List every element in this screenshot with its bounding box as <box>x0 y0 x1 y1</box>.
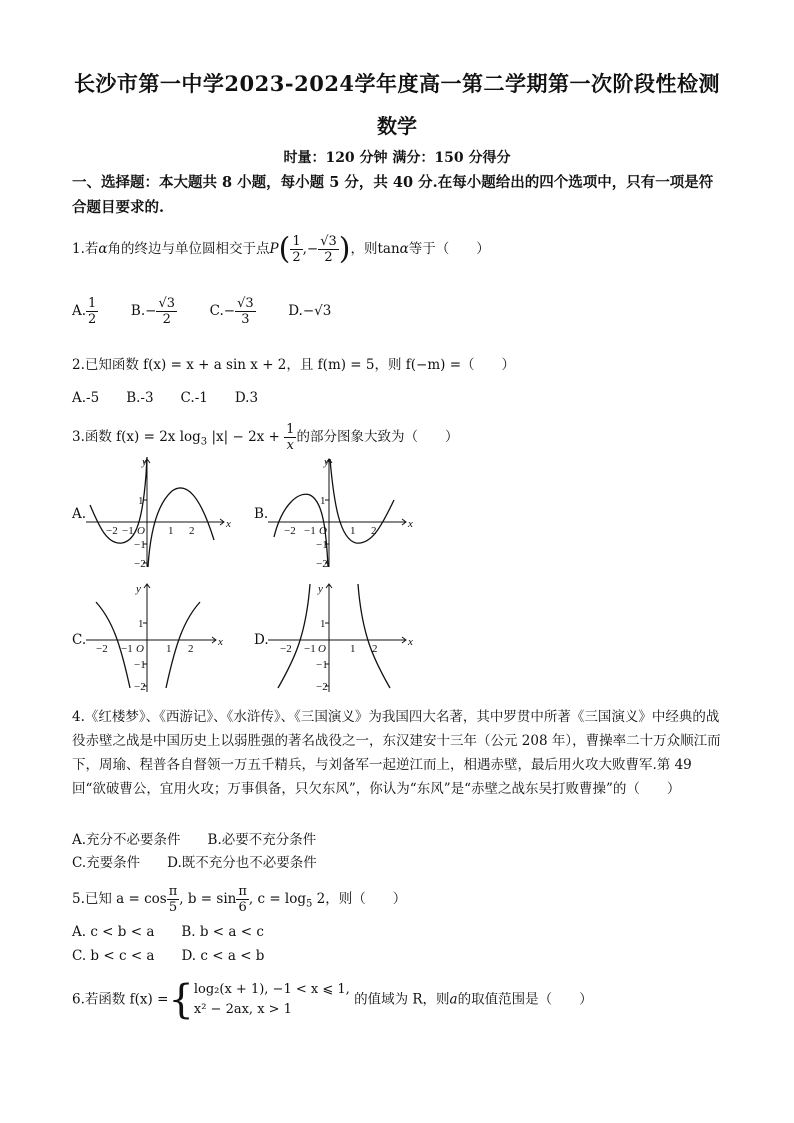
graph-c <box>86 580 236 695</box>
graph-b-x-label: x <box>408 518 413 530</box>
graph-b-origin: O <box>319 525 327 537</box>
time-info: 时量：120 分钟 满分：150 分得分 <box>283 150 511 166</box>
piecewise-case-1: log₂(x + 1), −1 < x ⩽ 1, <box>193 982 350 997</box>
graph-a-curve-right <box>148 488 214 567</box>
question-5-options-1: A. c < b < a B. b < a < c <box>72 924 264 940</box>
graph-c-label: C. <box>72 632 87 648</box>
graph-a-label: A. <box>72 506 87 522</box>
graph-d-tick: −1 <box>304 643 316 655</box>
graph-b-y-label: y <box>324 456 329 468</box>
graph-a-origin: O <box>137 525 145 537</box>
graph-a-x-label: x <box>226 518 231 530</box>
graph-a-ytick: −1 <box>134 539 146 551</box>
graph-b-ytick: 1 <box>320 495 326 507</box>
question-3: 3.函数 f(x) = 2x $\log_3 |x| - 2x$ + $\frac{1}{x}$ 的部分图象大致为（ ） <box>72 422 459 453</box>
graph-d-y-label: y <box>318 583 323 595</box>
graph-d-curve-left <box>278 584 310 688</box>
graph-b <box>268 455 418 570</box>
graph-a-y-label: y <box>142 456 147 468</box>
graph-b-ytick: −1 <box>316 539 328 551</box>
graph-b-ytick: −2 <box>316 558 328 570</box>
graph-c-y-label: y <box>136 583 141 595</box>
graph-a-tick: 1 <box>168 525 174 537</box>
question-2: 2.已知函数 f(x) = x + a sin x + 2，且 f(m) = 5，则 f(−m) =（ ） <box>72 357 516 373</box>
graph-b-tick: 1 <box>350 525 356 537</box>
question-4-options-2: C.充要条件 D.既不充分也不必要条件 <box>72 855 317 871</box>
graph-d-axes <box>268 584 406 692</box>
question-6: 6.若函数 f(x) ={ log₂(x + 1), −1 < x ⩽ 1, x² − 2ax, x > 1 的值域为 R，则a的取值范围是（ ） <box>72 977 593 1023</box>
graph-d-curve-right <box>358 584 390 688</box>
graph-c-tick: 1 <box>166 643 172 655</box>
graph-c-axes <box>86 584 216 692</box>
graph-b-tick: 2 <box>371 525 377 537</box>
graph-d-origin: O <box>318 643 326 655</box>
graph-c-ytick: −2 <box>134 681 146 693</box>
piecewise-case-2: x² − 2ax, x > 1 <box>193 1002 292 1017</box>
question-4-options-1: A.充分不必要条件 B.必要不充分条件 <box>72 832 317 848</box>
graph-c-tick: 2 <box>188 643 194 655</box>
question-2-options: A.-5 B.-3 C.-1 D.3 <box>72 390 259 406</box>
question-1: 1.若α角的终边与单位圆相交于点P( $\frac{1}{2}$ ,− $\frac{√3}{2}$ )，则tanα等于（ ） <box>72 231 490 267</box>
graph-c-tick: −2 <box>96 643 108 655</box>
graph-b-tick: −2 <box>284 525 296 537</box>
graph-b-curve-right <box>330 459 394 543</box>
graph-d-ytick: −2 <box>316 681 328 693</box>
question-5: 5.已知 a = cos $\frac{\pi}{5}$ , b = sin $\frac{\pi}{6}$ , $c = \log_5 2$，则（ ） <box>72 884 407 915</box>
graph-a-tick: −2 <box>106 525 118 537</box>
graph-c-ytick: −1 <box>134 659 146 671</box>
graph-d-ytick: −1 <box>316 659 328 671</box>
graph-d-ytick: 1 <box>320 618 326 630</box>
graph-c-tick: −1 <box>121 643 133 655</box>
section-heading: 一、选择题：本大题共 8 小题，每小题 5 分，共 40 分.在每小题给出的四个选项中，只有一项是符合题目要求的. <box>72 174 714 216</box>
graph-d-label: D. <box>254 632 269 648</box>
question-5-options-2: C. b < c < a D. c < a < b <box>72 948 265 964</box>
question-1-options: A. $\frac{1}{2}$ B.− $\frac{√3}{2}$ C.− $\frac{√3}{3}$ D.−√3 <box>72 296 332 327</box>
graph-d-tick: 1 <box>350 643 356 655</box>
graph-b-label: B. <box>254 506 269 522</box>
question-4: 4.《红楼梦》、《西游记》、《水浒传》、《三国演义》为我国四大名著，其中罗贯中所著《三国演义》中经典的战役赤壁之战是中国历史上以弱胜强的著名战役之一，东汉建安十三年（公元 208 年），曹操率二十万众顺江而下，周瑜、程普各自督领一万五千精兵，与刘备军一起逆江而上，相遇赤壁，最后用火攻大败曹军.第 49 回“欲破曹公，宜用火攻；万事俱备，只欠东风”，你认为“东风”是“赤壁之战东吴打败曹操”的（ ） <box>72 709 721 797</box>
graph-a-tick: −1 <box>122 525 134 537</box>
graph-b-tick: −1 <box>304 525 316 537</box>
graph-a-tick: 2 <box>189 525 195 537</box>
graph-d-x-label: x <box>408 636 413 648</box>
graph-d-tick: 2 <box>372 643 378 655</box>
subject-title: 数学 <box>377 114 417 138</box>
exam-title: 长沙市第一中学2023-2024学年度高一第二学期第一次阶段性检测 <box>73 71 721 96</box>
graph-c-ytick: 1 <box>138 618 144 630</box>
graph-a-ytick: −2 <box>134 558 146 570</box>
graph-d <box>268 580 418 695</box>
graph-d-tick: −2 <box>280 643 292 655</box>
graph-c-origin: O <box>136 643 144 655</box>
graph-a <box>86 455 236 570</box>
graph-c-x-label: x <box>218 636 223 648</box>
graph-a-ytick: 1 <box>138 495 144 507</box>
